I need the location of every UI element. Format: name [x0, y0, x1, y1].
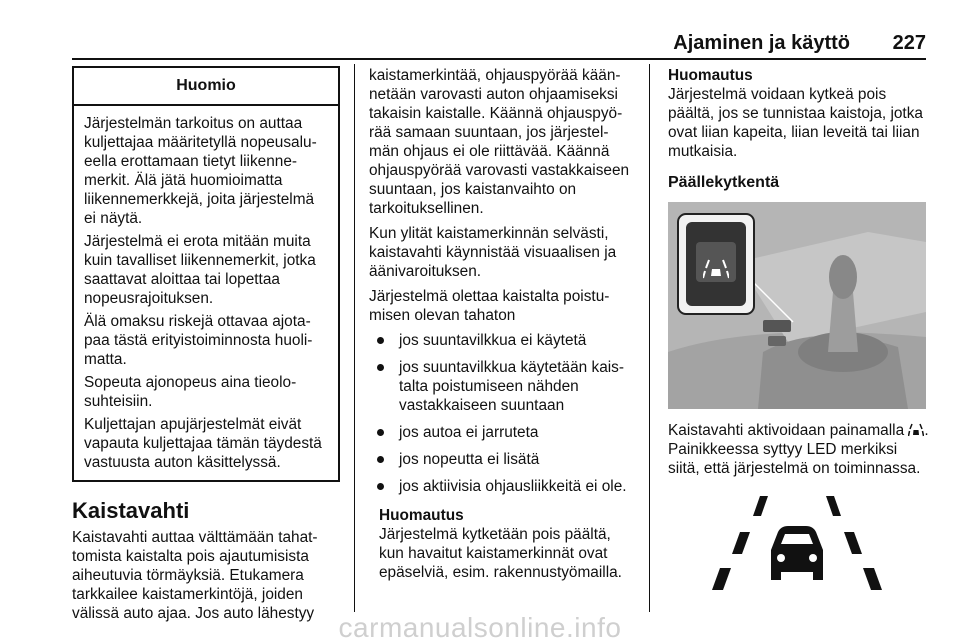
- list-item: jos suuntavilkkua käytetään kaistalta poistumiseen nähden vastakkaiseen suuntaan: [369, 358, 633, 415]
- watermark: carmanualsonline.info: [338, 612, 622, 643]
- lane-symbol-icon: [668, 492, 926, 592]
- note-text: Järjestelmä kytketään pois päältä, kun havaitut kaistamerkinnät ovat epäselviä, esim. rakennustyömailla.: [379, 526, 622, 581]
- caution-title: Huomio: [74, 68, 338, 106]
- list-item: jos nopeutta ei lisätä: [369, 450, 633, 469]
- subheading: Päällekytkentä: [668, 174, 780, 191]
- caution-body: [74, 106, 338, 480]
- note-block: [369, 506, 633, 582]
- list-item: jos suuntavilkkua ei käytetä: [369, 331, 633, 350]
- section-text: Kaistavahti auttaa välttämään tahattomista kaistalta pois ajautumisista aiheutuvia törmäyksiä. Etukamera tarkkailee kaistamerkintöjä, joiden välissä auto ajaa. Jos auto lähestyy: [72, 529, 318, 622]
- column-divider-2: [649, 64, 650, 612]
- note-text: Järjestelmä voidaan kytkeä pois päältä, jos se tunnistaa kaistoja, jotka ovat liian kapeita, liian leveitä tai liian mutkaisia.: [668, 86, 923, 160]
- body-paragraph: Kun ylität kaistamerkinnän selvästi, kaistavahti käynnistää visuaalisen ja äänivaroituksen.: [369, 225, 617, 280]
- column-3: [668, 66, 930, 592]
- column-divider-1: [354, 64, 355, 612]
- activation-text-end: . Painikkeessa syttyy LED merkiksi siitä, että järjestelmä on toiminnassa.: [668, 422, 929, 477]
- caution-paragraph: Sopeuta ajonopeus aina tieolosuhteisiin.: [84, 374, 297, 410]
- body-paragraph: kaistamerkintää, ohjauspyörää käännetään varovasti auton ohjaamiseksi takaisin kaistalle. Käännä ohjauspyörää samaan suuntaan, jos järjestelmän ohjaus ei ole riittävää. Käännä ohjauspyörää varovasti vastakkaiseen suuntaan, jos kaistanvaihto on tarkoituksellinen.: [369, 67, 630, 217]
- body-paragraph: Järjestelmä olettaa kaistalta poistumisen olevan tahaton: [369, 288, 610, 324]
- header-rule: [72, 58, 926, 60]
- list-item: jos autoa ei jarruteta: [369, 423, 633, 442]
- center-console-photo: [668, 202, 926, 409]
- inline-lane-icon: [908, 423, 924, 437]
- console-illustration: [668, 202, 926, 409]
- chapter-title: Ajaminen ja käyttö: [673, 32, 850, 54]
- lane-symbol-figure: [668, 492, 926, 592]
- note-label: Huomautus: [668, 67, 753, 84]
- note-label: Huomautus: [379, 507, 464, 524]
- caution-paragraph: Järjestelmän tarkoitus on auttaa kuljettajaa määritetyllä nopeusalueella erottamaan tietyt liikennemerkit. Älä jätä huomioimatta liikennemerkkejä, joita järjestelmä ei näytä.: [84, 115, 317, 227]
- lane-assist-icon: [703, 258, 729, 280]
- column-2: [369, 66, 633, 582]
- page-number: 227: [892, 32, 926, 54]
- caution-paragraph: Järjestelmä ei erota mitään muita kuin tavalliset liikennemerkit, jotka saattavat aloittaa tai lopettaa nopeusrajoituksen.: [84, 233, 316, 307]
- column-1: [72, 66, 340, 629]
- section-heading: Kaistavahti: [72, 498, 190, 523]
- caution-paragraph: Älä omaksu riskejä ottavaa ajotapaa tästä erityistoiminnosta huolimatta.: [84, 313, 313, 368]
- activation-text: [668, 421, 930, 478]
- list-item: jos aktiivisia ohjausliikkeitä ei ole.: [369, 477, 633, 496]
- condition-list: [369, 331, 633, 496]
- caution-paragraph: Kuljettajan apujärjestelmät eivät vapauta kuljettajaa tämän täydestä vastuusta auton käsittelyssä.: [84, 416, 322, 471]
- activation-text-start: Kaistavahti aktivoidaan painamalla: [668, 422, 905, 439]
- caution-box: [72, 66, 340, 482]
